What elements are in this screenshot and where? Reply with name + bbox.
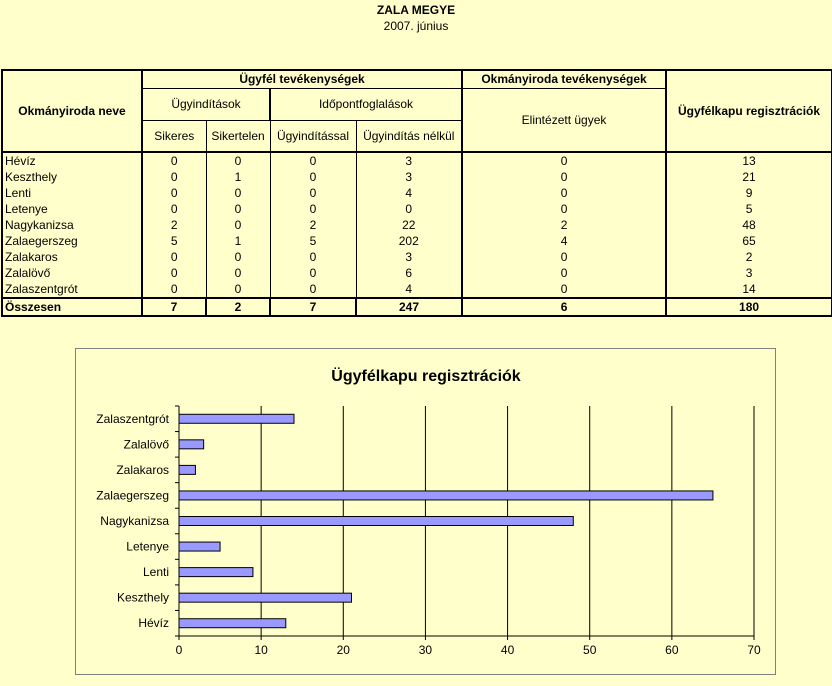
table-cell: 0 [206, 281, 270, 298]
table-cell: 0 [462, 169, 666, 185]
ugyfelkapu-header: Ügyfélkapu regisztrációk [666, 70, 832, 152]
table-cell: 6 [356, 265, 462, 281]
office-name-header: Okmányiroda neve [2, 70, 142, 152]
table-cell: 5 [666, 201, 832, 217]
table-cell: 2 [270, 217, 356, 233]
table-cell: 0 [170, 282, 178, 296]
table-row [2, 265, 832, 281]
table-cell: 0 [270, 152, 356, 169]
table-cell: 4 [356, 185, 462, 201]
table-row [2, 249, 832, 265]
table-cell: 5 [270, 233, 356, 249]
table-cell: 4 [356, 281, 462, 298]
bar [179, 568, 253, 577]
ugyinditas-nelkul-header: Ügyindítás nélkül [356, 120, 462, 152]
office-name-cell: Keszthely [2, 169, 142, 185]
x-tick-label: 40 [500, 643, 515, 657]
table-cell: 0 [170, 250, 178, 264]
table-row [2, 169, 832, 185]
table-cell: 0 [170, 186, 178, 200]
table-cell: 21 [666, 169, 832, 185]
office-name-cell: Nagykanizsa [2, 217, 142, 233]
category-label: Letenye [126, 539, 169, 554]
x-tick-label: 60 [665, 643, 679, 657]
bar [179, 465, 195, 474]
table-cell: 14 [666, 281, 832, 298]
table-cell: 0 [170, 266, 178, 280]
table-row [2, 233, 832, 249]
total-label: Összesen [2, 298, 142, 316]
table-cell: 13 [666, 152, 832, 169]
office-name-cell: Letenye [2, 201, 142, 217]
table-cell: 0 [462, 201, 666, 217]
table-cell: 2 [170, 218, 178, 232]
table-cell: 0 [270, 265, 356, 281]
table-cell: 202 [356, 233, 462, 249]
total-row [2, 298, 832, 316]
table-cell: 0 [170, 154, 178, 168]
table-cell: 0 [206, 265, 270, 281]
ugyfelkapu-bar-chart [76, 349, 777, 676]
x-tick-label: 10 [254, 643, 268, 657]
client-activities-header: Ügyfél tevékenységek [142, 70, 462, 88]
x-tick-label: 20 [336, 643, 350, 657]
table-cell: 2 [206, 298, 270, 316]
table-row [2, 217, 832, 233]
office-name-cell: Zalaszentgrót [2, 281, 142, 298]
x-tick-label: 50 [583, 643, 597, 657]
table-cell: 0 [270, 185, 356, 201]
office-activities-header: Okmányiroda tevékenységek [462, 70, 666, 88]
table-cell: 180 [666, 298, 832, 316]
table-cell: 1 [206, 233, 270, 249]
table-cell: 3 [356, 152, 462, 169]
table-cell: 65 [666, 233, 832, 249]
page-title: ZALA MEGYE [376, 3, 456, 17]
category-label: Zalakaros [116, 462, 169, 477]
table-cell: 7 [270, 298, 356, 316]
table-row [2, 152, 832, 169]
table-cell: 3 [356, 169, 462, 185]
table-cell: 0 [170, 202, 178, 216]
table-cell: 7 [142, 298, 206, 316]
office-name-cell: Hévíz [2, 152, 142, 169]
ugyinditasok-header: Ügyindítások [142, 88, 270, 120]
table-cell: 0 [206, 185, 270, 201]
table-cell: 9 [666, 185, 832, 201]
table-cell: 0 [462, 185, 666, 201]
x-tick-label: 0 [175, 643, 183, 657]
x-tick-label: 70 [747, 643, 761, 657]
ugyinditassal-header: Ügyindítással [270, 120, 356, 152]
category-label: Hévíz [138, 616, 169, 631]
category-label: Zalaegerszeg [96, 488, 169, 503]
chart-title: Ügyfélkapu regisztrációk [331, 368, 521, 385]
table-cell: 2 [666, 249, 832, 265]
table-cell: 0 [206, 201, 270, 217]
table-cell: 0 [170, 170, 178, 184]
bar [179, 491, 713, 500]
table-cell: 48 [666, 217, 832, 233]
elintezett-header: Elintézett ügyek [462, 88, 666, 152]
office-name-cell: Lenti [2, 185, 142, 201]
office-name-cell: Zalalövő [2, 265, 142, 281]
bar [179, 593, 352, 602]
statistics-table [1, 69, 832, 317]
table-cell: 0 [462, 152, 666, 169]
table-cell: 1 [206, 169, 270, 185]
sikeres-header: Sikeres [142, 120, 206, 152]
table-row [2, 281, 832, 298]
sikertelen-header: Sikertelen [206, 120, 270, 152]
x-tick-label: 30 [418, 643, 433, 657]
table-cell: 247 [356, 298, 462, 316]
chart-container [75, 348, 776, 675]
table-row [2, 201, 832, 217]
category-label: Zalaszentgrót [96, 411, 169, 426]
table-cell: 22 [356, 217, 462, 233]
category-label: Zalalövő [123, 437, 169, 452]
office-name-cell: Zalaegerszeg [2, 233, 142, 249]
table-cell: 0 [206, 152, 270, 169]
table-cell: 0 [462, 249, 666, 265]
table-cell: 0 [270, 201, 356, 217]
category-label: Lenti [142, 565, 169, 580]
table-cell: 3 [666, 265, 832, 281]
table-cell: 0 [462, 281, 666, 298]
bar [179, 517, 573, 526]
table-row [2, 185, 832, 201]
idopontfoglalasok-header: Időpontfoglalások [270, 88, 462, 120]
table-cell: 0 [462, 265, 666, 281]
table-cell: 0 [270, 249, 356, 265]
bar [179, 414, 294, 423]
category-label: Nagykanizsa [100, 514, 169, 528]
bar [179, 542, 220, 551]
table-cell: 5 [170, 234, 178, 248]
table-cell: 3 [356, 249, 462, 265]
category-label: Keszthely [116, 590, 169, 605]
table-cell: 6 [462, 298, 666, 316]
table-cell: 2 [462, 217, 666, 233]
table-cell: 0 [270, 281, 356, 298]
table-cell: 0 [356, 201, 462, 217]
bar [179, 619, 286, 628]
table-cell: 4 [462, 233, 666, 249]
office-name-cell: Zalakaros [2, 249, 142, 265]
page-subtitle: 2007. június [383, 19, 449, 33]
bar [179, 440, 204, 449]
table-cell: 0 [270, 169, 356, 185]
table-cell: 0 [206, 217, 270, 233]
table-cell: 0 [206, 249, 270, 265]
